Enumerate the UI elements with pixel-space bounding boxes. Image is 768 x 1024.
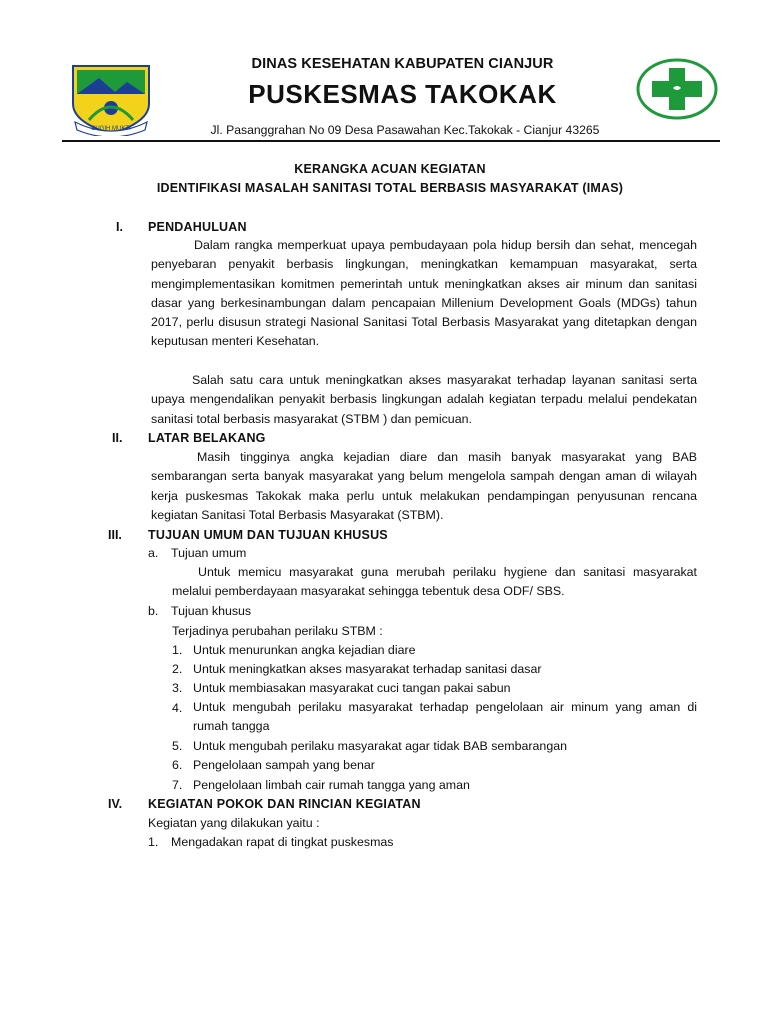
section-1-paragraph-1: Dalam rangka memperkuat upaya pembudayaan pola hidup bersih dan sehat, mencegah penyebaran penyakit berbasis lingkungan, meningkatkan kemampuan masyarakat, serta mengimplementasikan komitmen pemerintah untuk meningkatkan akses air minum dan sanitasi dasar yang berkesinambungan dalam pencapaian Millenium Development Goals (MDGs) tahun 2017, perlu disusun strategi Nasional Sanitasi Total Berbasis Masyarakat yang ditetapkan dengan keputusan menteri Kesehatan. xyxy=(151,238,697,349)
section-2-number: II. xyxy=(112,431,123,445)
document-title: KERANGKA ACUAN KEGIATAN xyxy=(294,162,486,176)
institution-name: PUSKESMAS TAKOKAK xyxy=(248,79,557,109)
list-item: Pengelolaan limbah cair rumah tangga yang aman xyxy=(193,778,470,792)
document-subtitle: IDENTIFIKASI MASALAH SANITASI TOTAL BERBASIS MASYARAKAT (IMAS) xyxy=(156,181,624,195)
section-1-paragraph-2: Salah satu cara untuk meningkatkan akses masyarakat terhadap layanan sanitasi serta upaya mengendalikan penyakit berbasis lingkungan adalah kegiatan terpadu melalui pendekatan sanitasi total berbasis masyarakat (STBM ) dan pemicuan. xyxy=(151,373,697,426)
svg-text:SUGIH MUKTI: SUGIH MUKTI xyxy=(91,126,131,132)
list-item-number: 5. xyxy=(172,739,183,753)
subsection-a-text: Untuk memicu masyarakat guna merubah perilaku hygiene dan sanitasi masyarakat melalui pemberdayaan masyarakat sehingga tebentuk desa ODF/ SBS. xyxy=(172,565,697,599)
section-2-title: LATAR BELAKANG xyxy=(148,431,266,445)
list-item: Untuk mengubah perilaku masyarakat agar tidak BAB sembarangan xyxy=(193,739,567,753)
puskesmas-logo xyxy=(636,58,718,120)
list-item: Untuk menurunkan angka kejadian diare xyxy=(193,643,416,657)
institution-address: Jl. Pasanggrahan No 09 Desa Pasawahan Kec.Takokak - Cianjur 43265 xyxy=(210,123,600,137)
section-4-intro: Kegiatan yang dilakukan yaitu : xyxy=(148,816,320,830)
section-3-number: III. xyxy=(108,528,122,542)
subsection-b-label: b. xyxy=(148,604,159,618)
list-item: Pengelolaan sampah yang benar xyxy=(193,758,375,772)
list-item-number: 2. xyxy=(172,662,183,676)
list-item: Untuk meningkatkan akses masyarakat terhadap sanitasi dasar xyxy=(193,662,542,676)
cianjur-regency-emblem xyxy=(69,64,153,136)
list-item: Untuk membiasakan masyarakat cuci tangan pakai sabun xyxy=(193,681,511,695)
list-item-number: 1. xyxy=(148,835,159,849)
list-item-number: 3. xyxy=(172,681,183,695)
section-2-paragraph: Masih tingginya angka kejadian diare dan masih banyak masyarakat yang BAB sembarangan serta banyak masyarakat yang belum mengelola sampah dengan aman di wilayah kerja puskesmas Takokak maka perlu untuk melakukan pendampingan penyusunan rencana kegiatan Sanitasi Total Berbasis Masyarakat (STBM). xyxy=(151,450,697,522)
subsection-b-intro: Terjadinya perubahan perilaku STBM : xyxy=(172,624,383,638)
section-4-number: IV. xyxy=(108,797,123,811)
section-1-title: PENDAHULUAN xyxy=(148,220,247,234)
section-3-title: TUJUAN UMUM DAN TUJUAN KHUSUS xyxy=(148,528,388,542)
list-item-number: 6. xyxy=(172,758,183,772)
list-item-number: 4. xyxy=(172,701,183,715)
list-item: Untuk mengubah perilaku masyarakat terhadap pengelolaan air minum yang aman di rumah tangga xyxy=(193,700,697,734)
section-1-number: I. xyxy=(116,220,123,234)
list-item-number: 1. xyxy=(172,643,183,657)
list-item-number: 7. xyxy=(172,778,183,792)
list-item: Mengadakan rapat di tingkat puskesmas xyxy=(171,835,394,849)
subsection-a-label: a. xyxy=(148,546,159,560)
subsection-b-title: Tujuan khusus xyxy=(171,604,252,618)
section-4-title: KEGIATAN POKOK DAN RINCIAN KEGIATAN xyxy=(148,797,421,811)
header-divider xyxy=(62,140,720,142)
agency-name: DINAS KESEHATAN KABUPATEN CIANJUR xyxy=(251,56,554,72)
subsection-a-title: Tujuan umum xyxy=(171,546,247,560)
